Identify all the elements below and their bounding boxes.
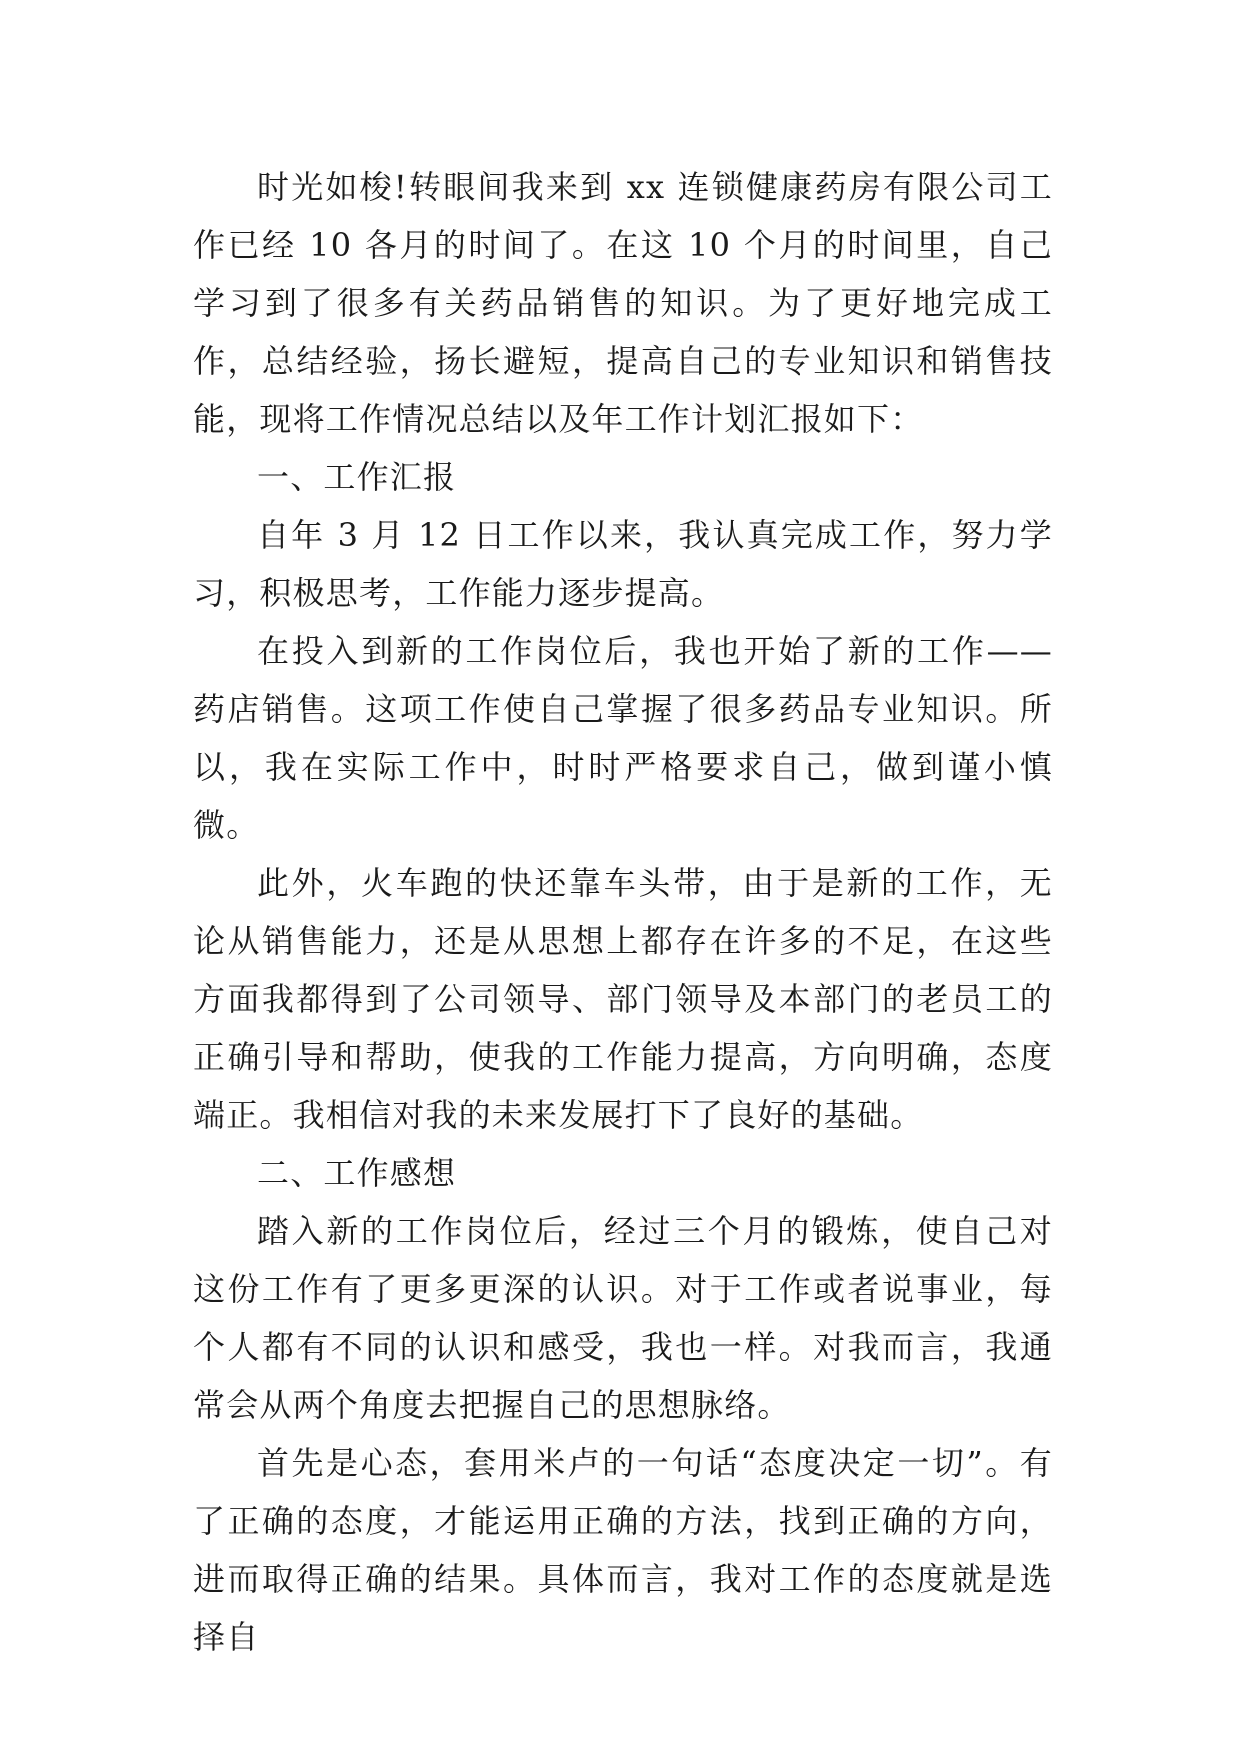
intro-paragraph: 时光如梭!转眼间我来到 xx 连锁健康药房有限公司工作已经 10 各月的时间了。在这 10 个月的时间里，自己学习到了很多有关药品销售的知识。为了更好地完成工作，总结经验，扬长避短，提高自己的专业知识和销售技能，现将工作情况总结以及年工作计划汇报如下：	[193, 168, 1053, 438]
body-paragraph: 踏入新的工作岗位后，经过三个月的锻炼，使自己对这份工作有了更多更深的认识。对于工作或者说事业，每个人都有不同的认识和感受，我也一样。对我而言，我通常会从两个角度去把握自己的思想脉络。	[193, 1212, 1053, 1424]
body-paragraph: 首先是心态，套用米卢的一句话“态度决定一切”。有了正确的态度，才能运用正确的方法，找到正确的方向，进而取得正确的结果。具体而言，我对工作的态度就是选择自	[193, 1444, 1053, 1656]
section-heading-work-report: 一、工作汇报	[257, 458, 457, 496]
section-heading-work-reflections: 二、工作感想	[257, 1154, 457, 1192]
body-paragraph: 在投入到新的工作岗位后，我也开始了新的工作——药店销售。这项工作使自己掌握了很多药品专业知识。所以，我在实际工作中，时时严格要求自己，做到谨小慎微。	[193, 632, 1053, 844]
document-body	[193, 158, 1053, 1666]
body-paragraph: 此外，火车跑的快还靠车头带，由于是新的工作，无论从销售能力，还是从思想上都存在许多的不足，在这些方面我都得到了公司领导、部门领导及本部门的老员工的正确引导和帮助，使我的工作能力提高，方向明确，态度端正。我相信对我的未来发展打下了良好的基础。	[193, 864, 1053, 1134]
body-paragraph: 自年 3 月 12 日工作以来，我认真完成工作，努力学习，积极思考，工作能力逐步提高。	[193, 516, 1053, 612]
